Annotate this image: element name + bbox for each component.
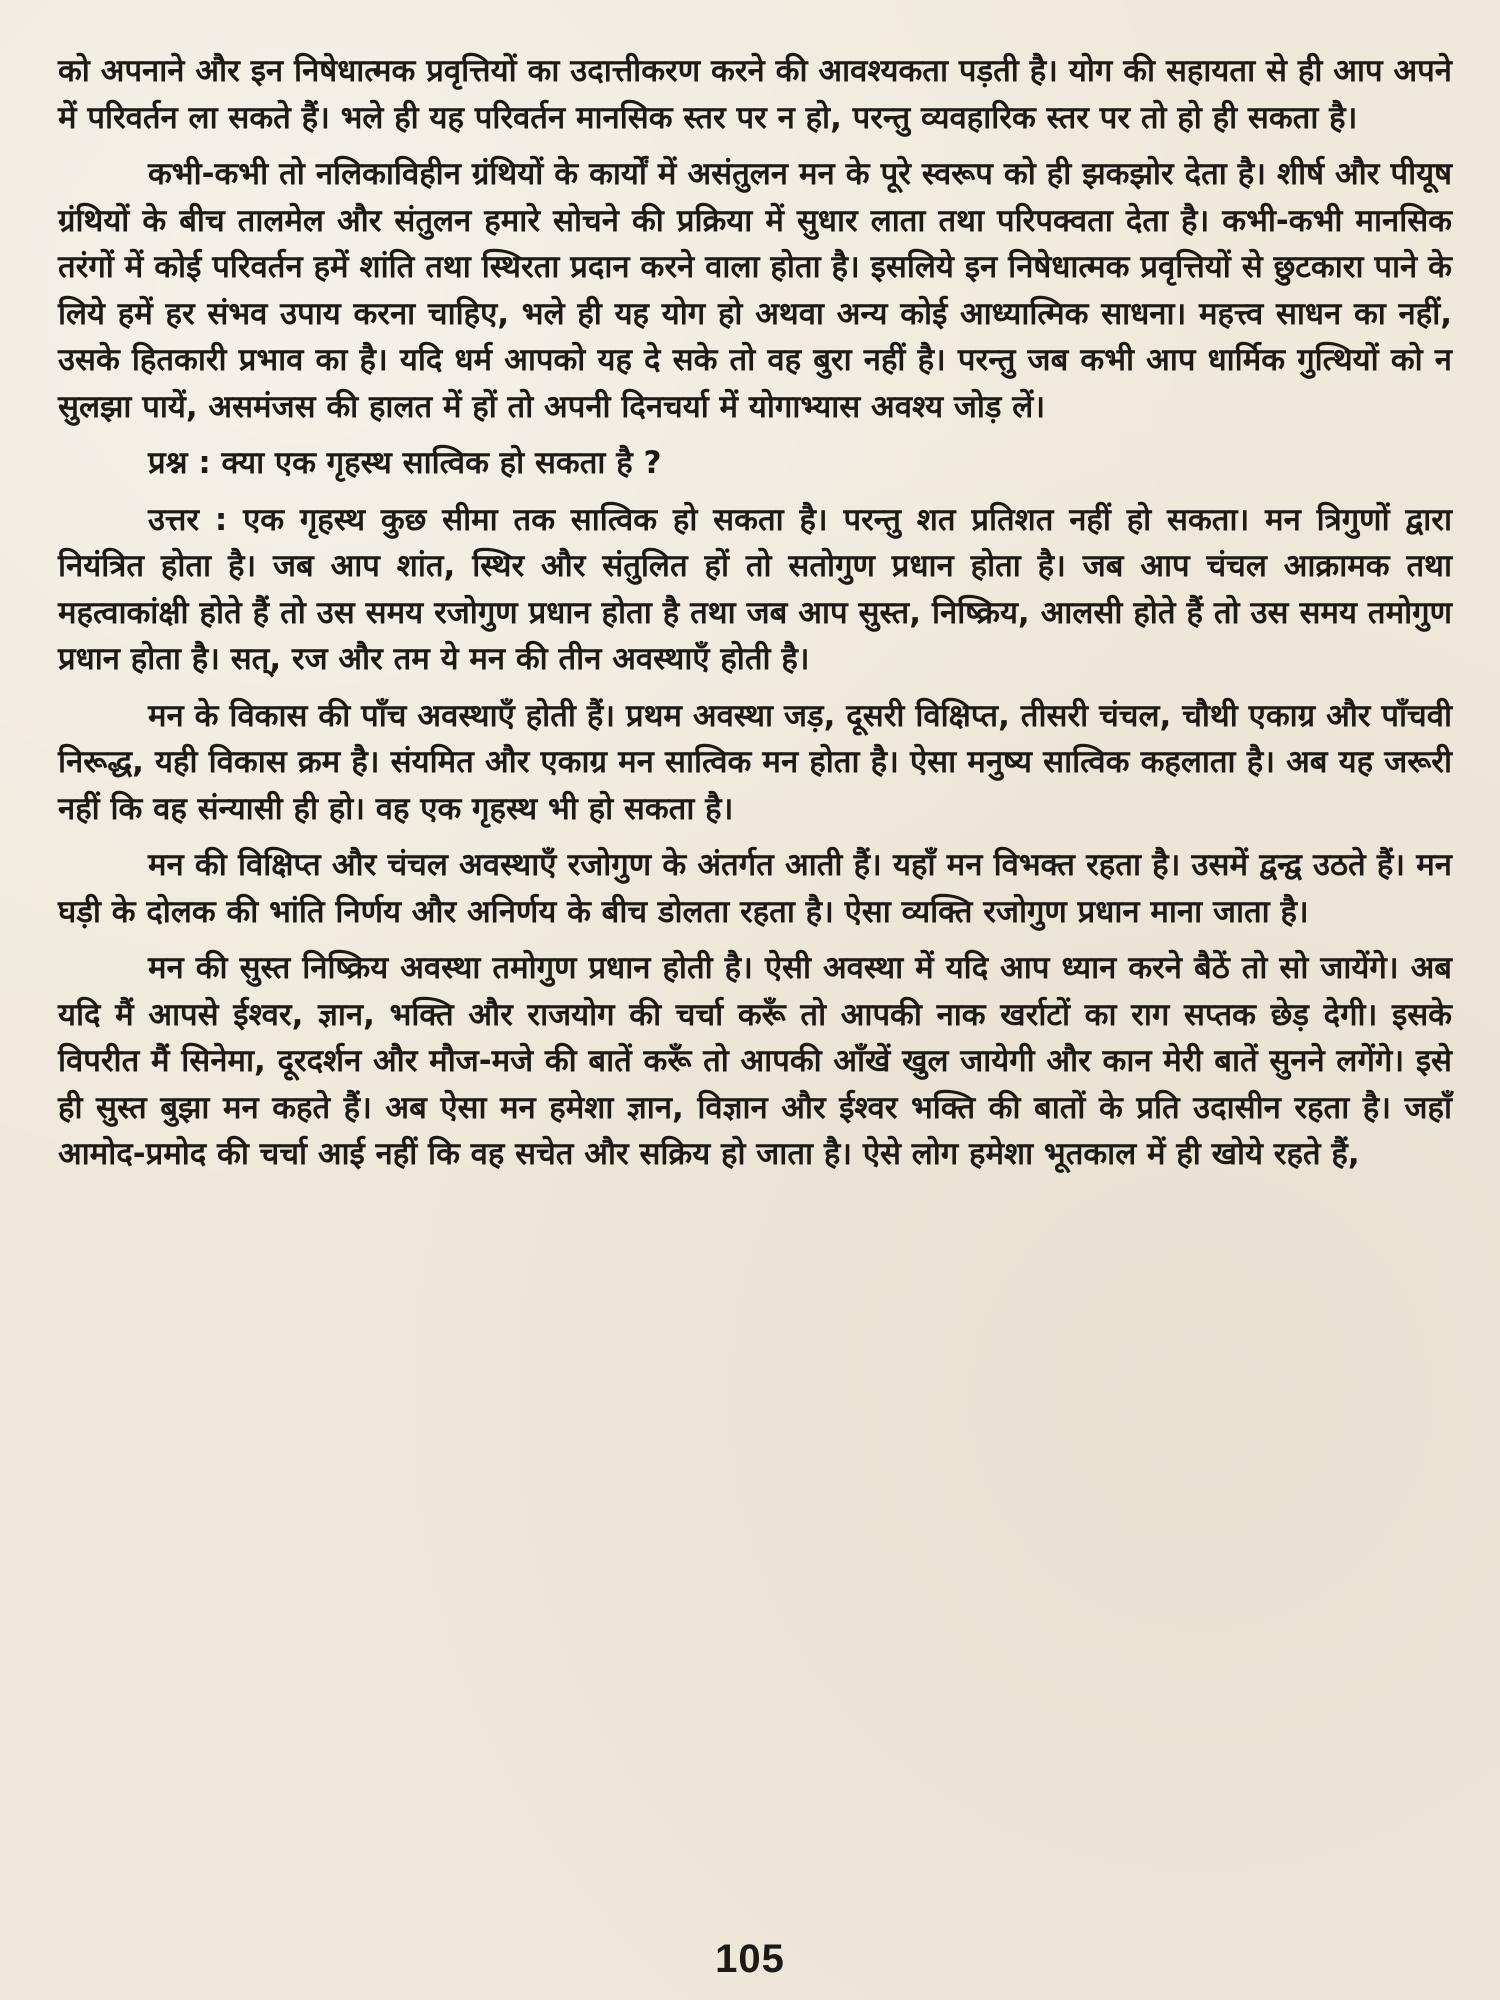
page-body (58, 48, 1452, 1178)
paragraph-glands: कभी-कभी तो नलिकाविहीन ग्रंथियों के कार्यों में असंतुलन मन के पूरे स्वरूप को ही झकझोर देता है। शीर्ष और पीयूष ग्रंथियों के बीच तालमेल और संतुलन हमारे सोचने की प्रक्रिया में सुधार लाता तथा परिपक्वता देता है। कभी-कभी मानसिक तरंगों में कोई परिवर्तन हमें शांति तथा स्थिरता प्रदान करने वाला होता है। इसलिये इन निषेधात्मक प्रवृत्तियों से छुटकारा पाने के लिये हमें हर संभव उपाय करना चाहिए, भले ही यह योग हो अथवा अन्य कोई आध्यात्मिक साधना। महत्त्व साधन का नहीं, उसके हितकारी प्रभाव का है। यदि धर्म आपको यह दे सके तो वह बुरा नहीं है। परन्तु जब कभी आप धार्मिक गुत्थियों को न सुलझा पायें, असमंजस की हालत में हों तो अपनी दिनचर्या में योगाभ्यास अवश्य जोड़ लें। (58, 156, 1452, 425)
page-number: 105 (715, 1937, 785, 1981)
paragraph-continuation: को अपनाने और इन निषेधात्मक प्रवृत्तियों का उदात्तीकरण करने की आवश्यकता पड़ती है। योग की सहायता से ही आप अपने में परिवर्तन ला सकते हैं। भले ही यह परिवर्तन मानसिक स्तर पर न हो, परन्तु व्यवहारिक स्तर पर तो हो ही सकता है। (58, 53, 1452, 136)
question-heading: प्रश्न : क्या एक गृहस्थ सात्विक हो सकता है ? (148, 445, 662, 481)
paragraph-mind-stages: मन के विकास की पाँच अवस्थाएँ होती हैं। प्रथम अवस्था जड़, दूसरी विक्षिप्त, तीसरी चंचल, चौथी एकाग्र और पाँचवी निरूद्ध, यही विकास क्रम है। संयमित और एकाग्र मन सात्विक मन होता है। ऐसा मनुष्य सात्विक कहलाता है। अब यह जरूरी नहीं कि वह संन्यासी ही हो। वह एक गृहस्थ भी हो सकता है। (58, 697, 1452, 827)
paragraph-rajas: मन की विक्षिप्त और चंचल अवस्थाएँ रजोगुण के अंतर्गत आती हैं। यहाँ मन विभक्त रहता है। उसमें द्वन्द्व उठते हैं। मन घड़ी के दोलक की भांति निर्णय और अनिर्णय के बीच डोलता रहता है। ऐसा व्यक्ति रजोगुण प्रधान माना जाता है। (58, 847, 1452, 930)
paragraph-tamas: मन की सुस्त निष्क्रिय अवस्था तमोगुण प्रधान होती है। ऐसी अवस्था में यदि आप ध्यान करने बैठें तो सो जायेंगे। अब यदि मैं आपसे ईश्वर, ज्ञान, भक्ति और राजयोग की चर्चा करूँ तो आपकी नाक खर्राटों का राग सप्तक छेड़ देगी। इसके विपरीत मैं सिनेमा, दूरदर्शन और मौज-मजे की बातें करूँ तो आपकी आँखें खुल जायेगी और कान मेरी बातें सुनने लगेंगे। इसे ही सुस्त बुझा मन कहते हैं। अब ऐसा मन हमेशा ज्ञान, विज्ञान और ईश्वर भक्ति की बातों के प्रति उदासीन रहता है। जहाँ आमोद-प्रमोद की चर्चा आई नहीं कि वह सचेत और सक्रिय हो जाता है। ऐसे लोग हमेशा भूतकाल में ही खोये रहते हैं, (58, 950, 1452, 1172)
paragraph-answer: उत्तर : एक गृहस्थ कुछ सीमा तक सात्विक हो सकता है। परन्तु शत प्रतिशत नहीं हो सकता। मन त्रिगुणों द्वारा नियंत्रित होता है। जब आप शांत, स्थिर और संतुलित हों तो सतोगुण प्रधान होता है। जब आप चंचल आक्रामक तथा महत्वाकांक्षी होते हैं तो उस समय रजोगुण प्रधान होता है तथा जब आप सुस्त, निष्क्रिय, आलसी होते हैं तो उस समय तमोगुण प्रधान होता है। सत्, रज और तम ये मन की तीन अवस्थाएँ होती है। (58, 501, 1452, 677)
